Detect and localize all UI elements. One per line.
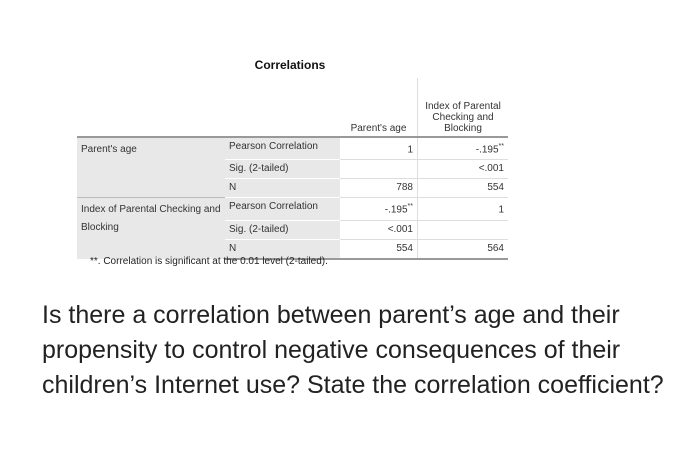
stat-label: N	[225, 239, 340, 259]
row-header: Index of Parental Checking and Blocking	[77, 198, 225, 259]
stat-label: Sig. (2-tailed)	[225, 160, 340, 179]
cell: -.195**	[340, 198, 418, 220]
cell	[418, 220, 509, 239]
cell: 554	[418, 179, 509, 198]
cell: -.195**	[418, 137, 509, 160]
table-row	[77, 137, 508, 160]
cell: 788	[340, 179, 418, 198]
header-row	[77, 78, 508, 137]
col-header: Parent's age	[350, 123, 407, 134]
footnote: **. Correlation is significant at the 0.01 level (2-tailed).	[90, 256, 328, 267]
stat-label: Sig. (2-tailed)	[225, 220, 340, 239]
table-title: Correlations	[254, 58, 326, 72]
cell: 1	[340, 137, 418, 160]
cell: <.001	[418, 160, 509, 179]
cell	[340, 160, 418, 179]
cell: 554	[340, 239, 418, 259]
correlations-table	[77, 78, 508, 260]
cell: 564	[418, 239, 509, 259]
table-row	[77, 198, 508, 220]
row-header: Parent's age	[77, 137, 225, 198]
cell: 1	[418, 198, 509, 220]
cell: <.001	[340, 220, 418, 239]
question-text: Is there a correlation between parent’s age and their propensity to control negative consequences of their children’s Internet use? State the correlation coefficient?	[42, 301, 664, 399]
stat-label: N	[225, 179, 340, 198]
stat-label: Pearson Correlation	[225, 198, 340, 220]
stat-label: Pearson Correlation	[225, 137, 340, 160]
col-header: Index of Parental Checking and Blocking	[418, 78, 509, 137]
